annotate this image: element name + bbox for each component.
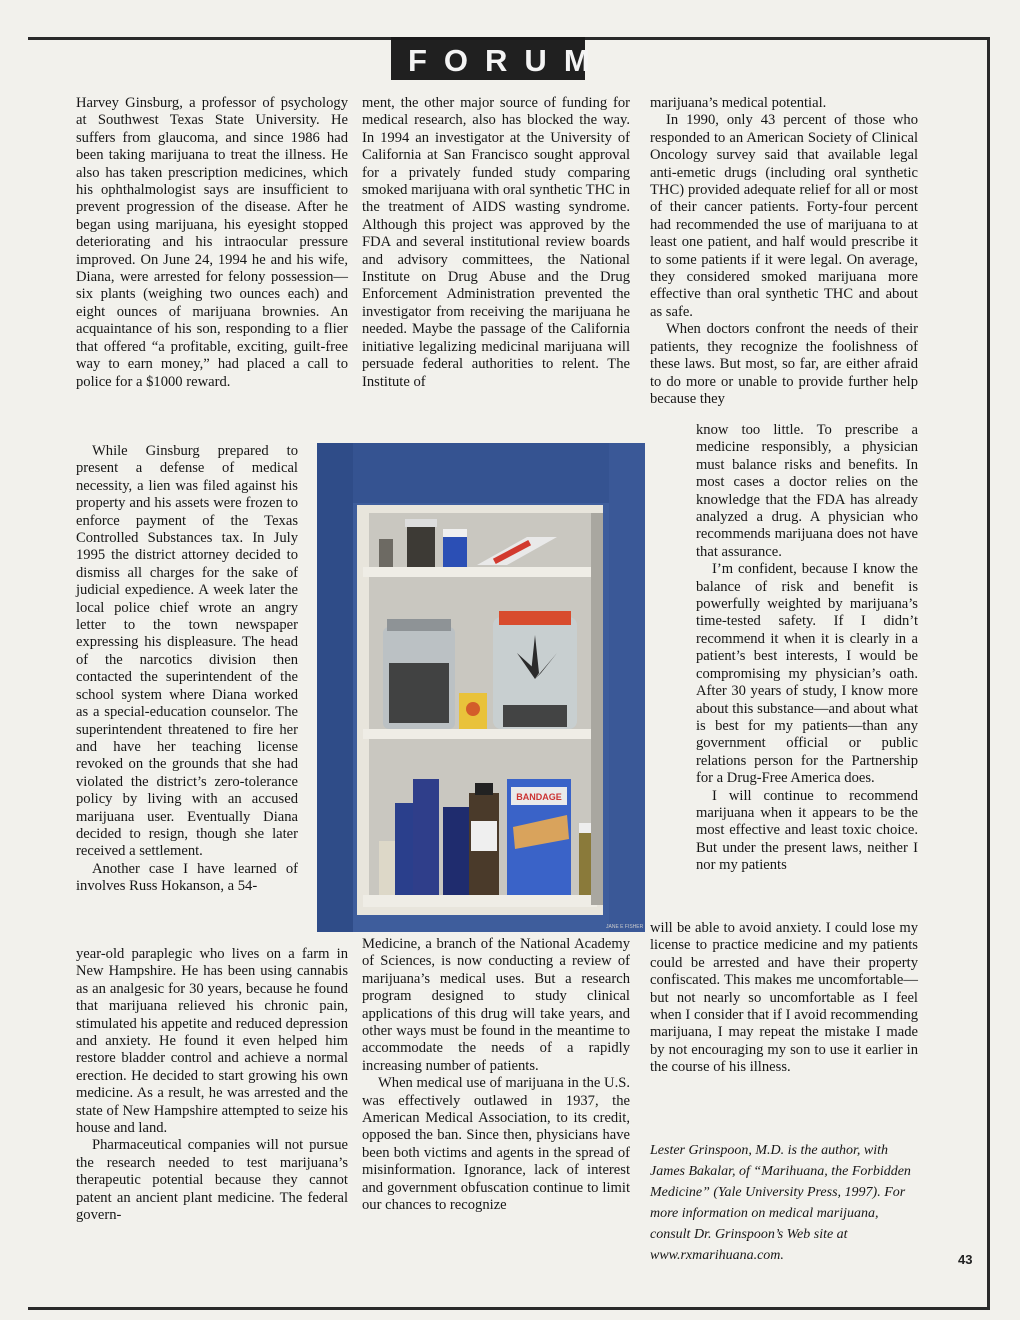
medicine-cabinet-illustration bbox=[317, 443, 645, 932]
section-banner bbox=[391, 37, 607, 80]
paragraph: Another case I have learned of involves Russ Hokanson, a 54- bbox=[76, 860, 298, 895]
paragraph: I’m confident, because I know the balance of risk and benefit is powerfully weighted by marijuana’s time-tested safety. If I didn’t recommend it when it is clearly in a patient’s best interests, I would be compromising my physician’s oath. After 30 years of study, I know more about this substance—and about what is best for my patients—than any government official or public relations person for the Partnership for a Drug-Free America does. bbox=[696, 561, 918, 787]
column-1-bottom bbox=[76, 946, 348, 1225]
paragraph: year-old paraplegic who lives on a farm in New Hampshire. He has been using cannabis as an analgesic for 30 years, because he found that marijuana relieved his chronic pain, stimulated his appetite and reduced depression and anxiety. He found it even helped him restore bladder control and achieve a normal erection. He decided to start growing his own medicine. As a result, he was arrested and the state of New Hampshire attempted to seize his house and land. bbox=[76, 946, 348, 1137]
illustration-label: BANDAGE bbox=[516, 792, 562, 802]
paragraph: I will continue to recommend marijuana when it appears to be the most effective and least toxic choice. But under the present laws, neither I nor my patients bbox=[696, 787, 918, 874]
paragraph: When medical use of marijuana in the U.S. was effectively outlawed in 1937, the American Medical Association, to its credit, opposed the ban. Since then, physicians have been both victims and agents in the spread of misinformation. Ignorance, lack of interest and government obfuscation continue to limit our chances to recognize bbox=[362, 1075, 630, 1214]
column-3-bottom bbox=[650, 920, 918, 1077]
paragraph: In 1990, only 43 percent of those who responded to an American Society of Clinical Oncology survey said that available legal anti-emetic drugs (including oral synthetic THC) provided adequate relief for all or most of their cancer patients. Forty-four percent had recommended the use of marijuana to at least one patient, and half would prescribe it to some patients if it were legal. On average, they considered smoked marijuana more effective than oral synthetic THC and about as safe. bbox=[650, 112, 918, 320]
page-number: 43 bbox=[958, 1252, 973, 1267]
paragraph: will be able to avoid anxiety. I could lose my license to practice medicine and my patients could be arrested and have their property confiscated. This makes me uncomfortable—but not nearly so uncomfortable as I feel when I consider that if I avoid recommending marijuana, I may repeat the mistake I made by not encouraging my son to use it earlier in the course of his illness. bbox=[650, 920, 918, 1076]
column-3-wrap bbox=[696, 422, 918, 875]
illustration-credit: JANE E FISHER bbox=[606, 924, 644, 930]
paragraph: When doctors confront the needs of their patients, they recognize the foolishness of these laws. But most, so far, are either afraid to do more or unable to provide further help because they bbox=[650, 321, 918, 407]
author-bio: Lester Grinspoon, M.D. is the author, with James Bakalar, of “Marihuana, the Forbidden Medicine” (Yale University Press, 1997). For more information on medical marijuana, consult Dr. Grinspoon’s Web site at www.rxmarihuana.com. bbox=[650, 1143, 911, 1263]
paragraph: Pharmaceutical companies will not pursue the research needed to test marijuana’s therapeutic potential because they cannot patent an ancient plant medicine. The federal govern- bbox=[76, 1137, 348, 1224]
paragraph: Medicine, a branch of the National Academy of Sciences, is now conducting a review of marijuana’s medical uses. But a research program designed to study clinical applications of this drug will take years, and other ways must be found in the meantime to accommodate the needs of a rapidly increasing number of patients. bbox=[362, 936, 630, 1074]
column-3-top bbox=[650, 95, 918, 408]
section-title: FORUM bbox=[408, 43, 607, 78]
bottom-rule bbox=[28, 1307, 990, 1310]
column-1-wrap bbox=[76, 443, 298, 896]
paragraph: ment, the other major source of funding for medical research, also has blocked the way. In 1994 an investigator at the University of California at San Francisco sought approval for a privately funded study comparing smoked marijuana with oral synthetic THC in the treatment of AIDS wasting syndrome. Although this project was approved by the FDA and several institutional review boards and advisory committees, the National Institute on Drug Abuse and the Drug Enforcement Administration prevented the investigator from receiving the marijuana he needed. Maybe the passage of the California initiative legalizing medicinal marijuana will persuade federal authorities to relent. The Institute of bbox=[362, 95, 630, 390]
paragraph: marijuana’s medical potential. bbox=[650, 95, 827, 111]
column-2-bottom bbox=[362, 936, 630, 1215]
paragraph: Harvey Ginsburg, a professor of psychology at Southwest Texas State University. He suffers from glaucoma, and since 1986 had been taking marijuana to treat the illness. He also has taken prescription medicines, which his ophthalmologist says are insufficient to prevent progression of the disease. After he began using marijuana, his eyesight stopped deteriorating and his intraocular pressure improved. On June 24, 1994 he and his wife, Diana, were arrested for felony possession—six plants (weighing two ounces each) and eight ounces of marijuana brownies. An acquaintance of his son, responding to a flier that offered “a profitable, exciting, guilt-free way to earn money,” had placed a call to police for a $1000 reward. bbox=[76, 95, 348, 390]
column-1-top bbox=[76, 95, 348, 391]
right-rule bbox=[987, 37, 990, 1310]
column-2-top bbox=[362, 95, 630, 391]
paragraph: know too little. To prescribe a medicine responsibly, a physician must balance risks and benefits. In most cases a doctor relies on the knowledge that the FDA has already analyzed a drug. A physician who recommends marijuana does not have that assurance. bbox=[696, 422, 918, 560]
paragraph: While Ginsburg prepared to present a defense of medical necessity, a lien was filed against his property and his assets were frozen to enforce payment of the Texas Controlled Substances tax. In July 1995 the district attorney decided to dismiss all charges for the sake of judicial expedience. A week later the local police chief wrote an angry letter to the town newspaper expressing his displeasure. The head of the narcotics division then contacted the superintendent of the school system where Diana worked as a special-education counselor. The superintendent threatened to fire her and have her teaching license revoked on the grounds that she had violated the district’s zero-tolerance policy by living with an accused marijuana user. Eventually Diana decided to resign, though she later received a settlement. bbox=[76, 443, 298, 860]
